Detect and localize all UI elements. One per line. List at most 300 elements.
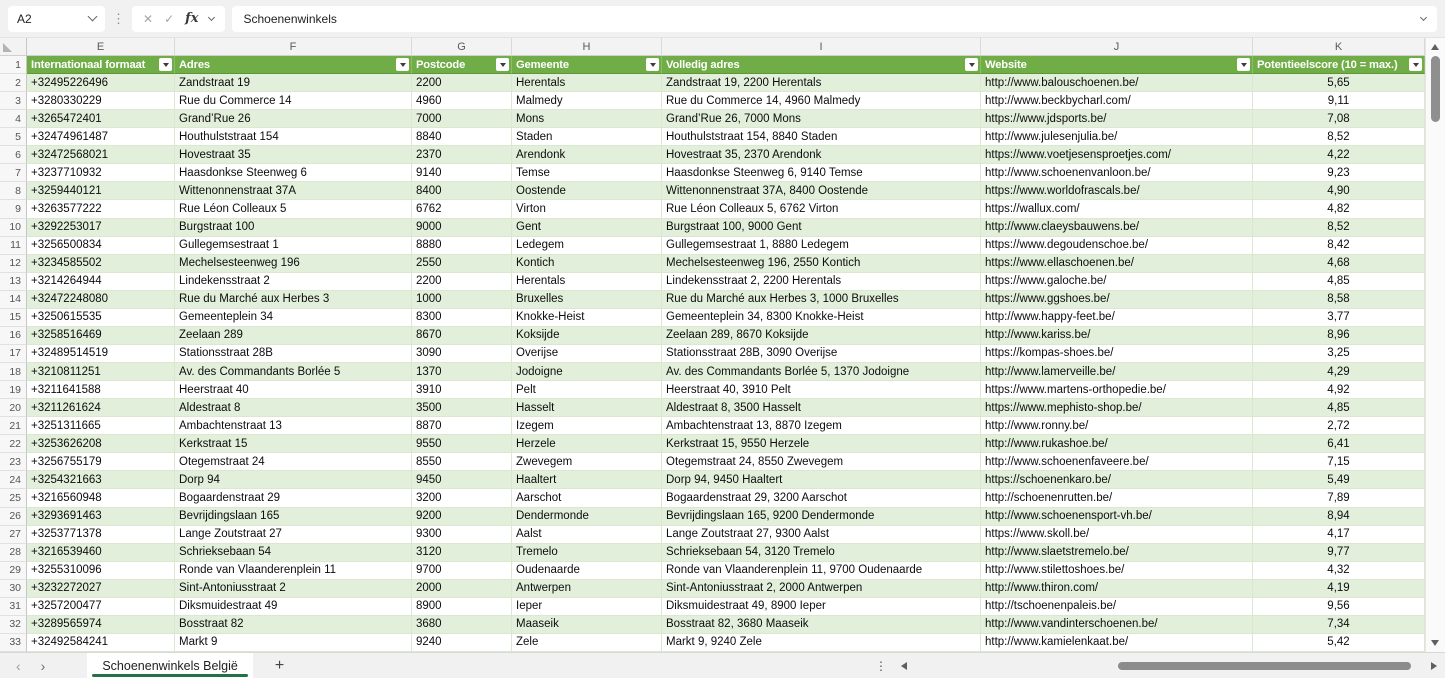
cell[interactable]: 6762 [412,200,512,218]
cell[interactable]: https://kompas-shoes.be/ [981,345,1253,363]
cell[interactable]: https://www.mephisto-shop.be/ [981,399,1253,417]
cell[interactable]: +3210811251 [27,363,175,381]
cell[interactable]: Hovestraat 35 [175,146,412,164]
cell[interactable]: Bosstraat 82, 3680 Maaseik [662,616,981,634]
horizontal-scrollbar[interactable] [913,661,1425,671]
column-header-F[interactable]: F [175,38,412,56]
cell[interactable]: Mechelsesteenweg 196, 2550 Kontich [662,255,981,273]
cell[interactable]: Gemeenteplein 34 [175,309,412,327]
cell[interactable]: Burgstraat 100, 9000 Gent [662,219,981,237]
row-number[interactable]: 19 [0,381,27,399]
scroll-up-icon[interactable] [1431,44,1439,50]
table-header-postcode[interactable]: Postcode [412,56,512,74]
cell[interactable]: +3263577222 [27,200,175,218]
cell[interactable]: 7,15 [1253,453,1425,471]
cell[interactable]: Oostende [512,182,662,200]
cell[interactable]: 4960 [412,92,512,110]
cell[interactable]: Av. des Commandants Borlée 5 [175,363,412,381]
cell[interactable]: Temse [512,164,662,182]
previous-sheet-icon[interactable]: ‹ [16,657,21,674]
column-header-E[interactable]: E [27,38,175,56]
row-number[interactable]: 8 [0,182,27,200]
cell[interactable]: Kerkstraat 15 [175,435,412,453]
cell[interactable]: +3211261624 [27,399,175,417]
cell[interactable]: http://tschoenenpaleis.be/ [981,598,1253,616]
cell[interactable]: Wittenonnenstraat 37A, 8400 Oostende [662,182,981,200]
cell[interactable]: 4,29 [1253,363,1425,381]
formula-bar-expand-icon[interactable] [1420,14,1427,21]
cell[interactable]: 3,77 [1253,309,1425,327]
cell[interactable]: 4,22 [1253,146,1425,164]
cell[interactable]: Izegem [512,417,662,435]
cell[interactable]: +3216539460 [27,544,175,562]
cell[interactable]: Zandstraat 19 [175,74,412,92]
cell[interactable]: Diksmuidestraat 49, 8900 Ieper [662,598,981,616]
name-box[interactable] [8,6,105,32]
cell[interactable]: Arendonk [512,146,662,164]
cell[interactable]: +32474961487 [27,128,175,146]
cell[interactable]: +3253626208 [27,435,175,453]
cell[interactable]: 9140 [412,164,512,182]
cell[interactable]: http://www.kariss.be/ [981,327,1253,345]
cell[interactable]: Ledegem [512,237,662,255]
row-number[interactable]: 24 [0,471,27,489]
cell[interactable]: Schrieksebaan 54, 3120 Tremelo [662,544,981,562]
cell[interactable]: Sint-Antoniusstraat 2, 2000 Antwerpen [662,580,981,598]
table-header-adres[interactable]: Adres [175,56,412,74]
cell[interactable]: Rue Léon Colleaux 5 [175,200,412,218]
cell[interactable]: Grand’Rue 26 [175,110,412,128]
cell[interactable]: +3289565974 [27,616,175,634]
cell[interactable]: Grand’Rue 26, 7000 Mons [662,110,981,128]
scroll-right-icon[interactable] [1431,662,1437,670]
row-number[interactable]: 6 [0,146,27,164]
row-number[interactable]: 18 [0,363,27,381]
cell[interactable]: Av. des Commandants Borlée 5, 1370 Jodoigne [662,363,981,381]
cell[interactable]: Jodoigne [512,363,662,381]
select-all-corner[interactable] [0,38,27,56]
cell[interactable]: http://www.schoenenvanloon.be/ [981,164,1253,182]
sheet-options-icon[interactable]: ⋮ [875,658,887,673]
cell[interactable]: +3293691463 [27,508,175,526]
table-header-potentieelscore[interactable]: Potentieelscore (10 = max.) [1253,56,1425,74]
cell[interactable]: Ieper [512,598,662,616]
cell[interactable]: +3256500834 [27,237,175,255]
cell[interactable]: 4,85 [1253,399,1425,417]
row-number[interactable]: 31 [0,598,27,616]
cell[interactable]: +32472568021 [27,146,175,164]
cell[interactable]: http://www.slaetstremelo.be/ [981,544,1253,562]
cell[interactable]: 8,94 [1253,508,1425,526]
cell[interactable]: 9,77 [1253,544,1425,562]
cell[interactable]: Markt 9, 9240 Zele [662,634,981,652]
cell[interactable]: 6,41 [1253,435,1425,453]
cell[interactable]: https://schoenenkaro.be/ [981,471,1253,489]
filter-button[interactable] [1237,58,1250,71]
cell[interactable]: Zwevegem [512,453,662,471]
filter-button[interactable] [1409,58,1422,71]
cell[interactable]: 9,11 [1253,92,1425,110]
cell[interactable]: Gent [512,219,662,237]
cell[interactable]: Aalst [512,526,662,544]
table-header-internationaal-formaat[interactable]: Internationaal formaat [27,56,175,74]
cell[interactable]: Wittenonnenstraat 37A [175,182,412,200]
cell[interactable]: Dendermonde [512,508,662,526]
cell[interactable]: Herentals [512,74,662,92]
cell[interactable]: 4,85 [1253,273,1425,291]
cell[interactable]: Stationsstraat 28B [175,345,412,363]
cell[interactable]: http://www.claeysbauwens.be/ [981,219,1253,237]
cell[interactable]: +3259440121 [27,182,175,200]
cell[interactable]: 8,52 [1253,219,1425,237]
cell[interactable]: https://www.ellaschoenen.be/ [981,255,1253,273]
cell[interactable]: Aldestraat 8, 3500 Hasselt [662,399,981,417]
cell[interactable]: +3254321663 [27,471,175,489]
cell[interactable]: Herzele [512,435,662,453]
row-number[interactable]: 21 [0,417,27,435]
cell[interactable]: Koksijde [512,327,662,345]
cell[interactable]: Diksmuidestraat 49 [175,598,412,616]
cell[interactable]: http://www.balouschoenen.be/ [981,74,1253,92]
cell[interactable]: http://www.happy-feet.be/ [981,309,1253,327]
cell[interactable]: Tremelo [512,544,662,562]
cell[interactable]: Sint-Antoniusstraat 2 [175,580,412,598]
cell[interactable]: https://www.degoudenschoe.be/ [981,237,1253,255]
cell[interactable]: Zandstraat 19, 2200 Herentals [662,74,981,92]
table-header-website[interactable]: Website [981,56,1253,74]
cell[interactable]: https://www.skoll.be/ [981,526,1253,544]
cell[interactable]: +3250615535 [27,309,175,327]
cell[interactable]: +3216560948 [27,489,175,507]
table-header-gemeente[interactable]: Gemeente [512,56,662,74]
cell[interactable]: Zeelaan 289, 8670 Koksijde [662,327,981,345]
cell[interactable]: http://www.lamerveille.be/ [981,363,1253,381]
vertical-scroll-thumb[interactable] [1431,56,1440,122]
row-number[interactable]: 30 [0,580,27,598]
cell[interactable]: 2370 [412,146,512,164]
cell[interactable]: Haaltert [512,471,662,489]
cell[interactable]: 1000 [412,291,512,309]
cell[interactable]: +3237710932 [27,164,175,182]
cell[interactable]: https://www.worldofrascals.be/ [981,182,1253,200]
row-number[interactable]: 15 [0,309,27,327]
cell[interactable]: http://schoenenrutten.be/ [981,489,1253,507]
filter-button[interactable] [159,58,172,71]
cell[interactable]: 5,49 [1253,471,1425,489]
cell[interactable]: +32495226496 [27,74,175,92]
cell[interactable]: 8550 [412,453,512,471]
cell[interactable]: Schrieksebaan 54 [175,544,412,562]
row-number[interactable]: 20 [0,399,27,417]
table-header-volledig-adres[interactable]: Volledig adres [662,56,981,74]
cell[interactable]: Rue du Marché aux Herbes 3, 1000 Bruxelles [662,291,981,309]
row-number[interactable]: 1 [0,56,27,74]
cell[interactable]: 9,56 [1253,598,1425,616]
cell[interactable]: +3255310096 [27,562,175,580]
cell[interactable]: 3910 [412,381,512,399]
row-number[interactable]: 16 [0,327,27,345]
cell[interactable]: +3232272027 [27,580,175,598]
row-number[interactable]: 17 [0,345,27,363]
cell[interactable]: 9200 [412,508,512,526]
cell[interactable]: Otegemstraat 24, 8550 Zwevegem [662,453,981,471]
cell[interactable]: http://www.stilettoshoes.be/ [981,562,1253,580]
cell[interactable]: Rue Léon Colleaux 5, 6762 Virton [662,200,981,218]
formula-bar-menu-icon[interactable]: ⋮ [112,11,125,26]
cell[interactable]: +3256755179 [27,453,175,471]
cell[interactable]: Kerkstraat 15, 9550 Herzele [662,435,981,453]
row-number[interactable]: 29 [0,562,27,580]
cell[interactable]: 8870 [412,417,512,435]
cell[interactable]: 8900 [412,598,512,616]
filter-button[interactable] [965,58,978,71]
cell[interactable]: Markt 9 [175,634,412,652]
cell[interactable]: 3200 [412,489,512,507]
cell[interactable]: Heerstraat 40, 3910 Pelt [662,381,981,399]
cell[interactable]: Lange Zoutstraat 27, 9300 Aalst [662,526,981,544]
cell[interactable]: Overijse [512,345,662,363]
cell[interactable]: https://www.martens-orthopedie.be/ [981,381,1253,399]
cell[interactable]: Mechelsesteenweg 196 [175,255,412,273]
cell[interactable]: Ambachtenstraat 13 [175,417,412,435]
cell[interactable]: https://www.voetjesensproetjes.com/ [981,146,1253,164]
cell[interactable]: 7,08 [1253,110,1425,128]
cell[interactable]: Houthulststraat 154 [175,128,412,146]
cell[interactable]: http://www.schoenenfaveere.be/ [981,453,1253,471]
row-number[interactable]: 28 [0,544,27,562]
cell[interactable]: http://www.ronny.be/ [981,417,1253,435]
cell[interactable]: 3680 [412,616,512,634]
cell[interactable]: Lange Zoutstraat 27 [175,526,412,544]
row-number[interactable]: 23 [0,453,27,471]
column-header-J[interactable]: J [981,38,1253,56]
cell[interactable]: +32492584241 [27,634,175,652]
horizontal-scroll-thumb[interactable] [1118,662,1411,670]
cell[interactable]: Rue du Marché aux Herbes 3 [175,291,412,309]
cell[interactable]: https://www.jdsports.be/ [981,110,1253,128]
cell[interactable]: Virton [512,200,662,218]
cell[interactable]: +3265472401 [27,110,175,128]
cell[interactable]: +3214264944 [27,273,175,291]
column-header-I[interactable]: I [662,38,981,56]
cell[interactable]: Rue du Commerce 14, 4960 Malmedy [662,92,981,110]
cell[interactable]: Herentals [512,273,662,291]
cell[interactable]: Stationsstraat 28B, 3090 Overijse [662,345,981,363]
cell[interactable]: 9550 [412,435,512,453]
cell[interactable]: http://www.vandinterschoenen.be/ [981,616,1253,634]
cell[interactable]: 8,96 [1253,327,1425,345]
cell[interactable]: 5,42 [1253,634,1425,652]
filter-button[interactable] [396,58,409,71]
cell[interactable]: Antwerpen [512,580,662,598]
cell[interactable]: https://www.galoche.be/ [981,273,1253,291]
cell[interactable]: +3253771378 [27,526,175,544]
cell[interactable]: 3090 [412,345,512,363]
cell[interactable]: 7000 [412,110,512,128]
row-number[interactable]: 26 [0,508,27,526]
column-header-G[interactable]: G [412,38,512,56]
row-number[interactable]: 7 [0,164,27,182]
cell[interactable]: Kontich [512,255,662,273]
cell[interactable]: Knokke-Heist [512,309,662,327]
cell[interactable]: 3,25 [1253,345,1425,363]
column-header-H[interactable]: H [512,38,662,56]
column-header-K[interactable]: K [1253,38,1425,56]
cell[interactable]: Dorp 94, 9450 Haaltert [662,471,981,489]
cell[interactable]: Pelt [512,381,662,399]
cell[interactable]: 4,92 [1253,381,1425,399]
cell[interactable]: 4,68 [1253,255,1425,273]
cell[interactable]: Bogaardenstraat 29 [175,489,412,507]
cell[interactable]: Mons [512,110,662,128]
cell[interactable]: Dorp 94 [175,471,412,489]
cell[interactable]: 2000 [412,580,512,598]
cell[interactable]: +32489514519 [27,345,175,363]
row-number[interactable]: 4 [0,110,27,128]
cell[interactable]: Malmedy [512,92,662,110]
cell[interactable]: Oudenaarde [512,562,662,580]
cell[interactable]: 9700 [412,562,512,580]
cell[interactable]: 4,32 [1253,562,1425,580]
cell[interactable]: Maaseik [512,616,662,634]
filter-button[interactable] [646,58,659,71]
cell[interactable]: Burgstraat 100 [175,219,412,237]
cell[interactable]: http://www.thiron.com/ [981,580,1253,598]
row-number[interactable]: 33 [0,634,27,652]
cell[interactable]: Aldestraat 8 [175,399,412,417]
cell[interactable]: 7,89 [1253,489,1425,507]
cell[interactable]: https://www.ggshoes.be/ [981,291,1253,309]
cell[interactable]: Aarschot [512,489,662,507]
cell[interactable]: Bosstraat 82 [175,616,412,634]
cell[interactable]: 8880 [412,237,512,255]
vertical-scrollbar[interactable] [1425,38,1445,652]
cell[interactable]: 9450 [412,471,512,489]
cell[interactable]: Gullegemsestraat 1 [175,237,412,255]
cell[interactable]: 2200 [412,273,512,291]
row-number[interactable]: 13 [0,273,27,291]
cell[interactable]: Haasdonkse Steenweg 6, 9140 Temse [662,164,981,182]
cell[interactable]: Rue du Commerce 14 [175,92,412,110]
row-number[interactable]: 3 [0,92,27,110]
cell[interactable]: 8840 [412,128,512,146]
cell[interactable]: http://www.beckbycharl.com/ [981,92,1253,110]
cell[interactable]: Bevrijdingslaan 165, 9200 Dendermonde [662,508,981,526]
cell[interactable]: http://www.julesenjulia.be/ [981,128,1253,146]
cell[interactable]: +32472248080 [27,291,175,309]
row-number[interactable]: 14 [0,291,27,309]
cell[interactable]: 9240 [412,634,512,652]
cell[interactable]: +3280330229 [27,92,175,110]
cell[interactable]: Gemeenteplein 34, 8300 Knokke-Heist [662,309,981,327]
cell[interactable]: http://www.kamielenkaat.be/ [981,634,1253,652]
cell[interactable]: Gullegemsestraat 1, 8880 Ledegem [662,237,981,255]
enter-icon[interactable]: ✓ [164,11,175,26]
scroll-left-icon[interactable] [901,662,907,670]
cell[interactable]: 3120 [412,544,512,562]
function-dropdown-icon[interactable] [208,14,215,21]
cell[interactable]: Zele [512,634,662,652]
row-number[interactable]: 5 [0,128,27,146]
cell[interactable]: Ambachtenstraat 13, 8870 Izegem [662,417,981,435]
cell[interactable]: 9,23 [1253,164,1425,182]
cell[interactable]: Staden [512,128,662,146]
cell[interactable]: Lindekensstraat 2, 2200 Herentals [662,273,981,291]
cell[interactable]: Ronde van Vlaanderenplein 11 [175,562,412,580]
cell[interactable]: 9300 [412,526,512,544]
sheet-tab-active[interactable] [87,653,253,678]
cell[interactable]: 8400 [412,182,512,200]
cell[interactable]: 8670 [412,327,512,345]
cell[interactable]: Bruxelles [512,291,662,309]
cell[interactable]: Bogaardenstraat 29, 3200 Aarschot [662,489,981,507]
cell[interactable]: 7,34 [1253,616,1425,634]
cell[interactable]: http://www.schoenensport-vh.be/ [981,508,1253,526]
cell[interactable]: Otegemstraat 24 [175,453,412,471]
cell[interactable]: Hasselt [512,399,662,417]
cell[interactable]: Houthulststraat 154, 8840 Staden [662,128,981,146]
insert-function-icon[interactable]: fx [185,11,199,26]
row-number[interactable]: 27 [0,526,27,544]
row-number[interactable]: 10 [0,219,27,237]
cell[interactable]: 9000 [412,219,512,237]
row-number[interactable]: 2 [0,74,27,92]
scroll-down-icon[interactable] [1431,640,1439,646]
cell[interactable]: Haasdonkse Steenweg 6 [175,164,412,182]
cell[interactable]: +3211641588 [27,381,175,399]
cell[interactable]: http://www.rukashoe.be/ [981,435,1253,453]
cell[interactable]: 3500 [412,399,512,417]
cell[interactable]: +3258516469 [27,327,175,345]
cell[interactable]: 4,17 [1253,526,1425,544]
cell[interactable]: Bevrijdingslaan 165 [175,508,412,526]
cell[interactable]: 4,82 [1253,200,1425,218]
cell[interactable]: Lindekensstraat 2 [175,273,412,291]
cell[interactable]: 2,72 [1253,417,1425,435]
row-number[interactable]: 9 [0,200,27,218]
cell[interactable]: 4,90 [1253,182,1425,200]
row-number[interactable]: 11 [0,237,27,255]
cell[interactable]: +3251311665 [27,417,175,435]
cell[interactable]: Heerstraat 40 [175,381,412,399]
cell[interactable]: 5,65 [1253,74,1425,92]
next-sheet-icon[interactable]: › [40,657,46,674]
add-sheet-button[interactable]: + [274,656,285,674]
cell[interactable]: 4,19 [1253,580,1425,598]
row-number[interactable]: 22 [0,435,27,453]
cell[interactable]: 2200 [412,74,512,92]
cell[interactable]: +3257200477 [27,598,175,616]
row-number[interactable]: 25 [0,489,27,507]
cell[interactable]: 1370 [412,363,512,381]
cell[interactable]: 8,42 [1253,237,1425,255]
cell[interactable]: 8300 [412,309,512,327]
cell[interactable]: 8,52 [1253,128,1425,146]
cell[interactable]: https://wallux.com/ [981,200,1253,218]
row-number[interactable]: 32 [0,616,27,634]
name-box-dropdown-icon[interactable] [88,12,98,22]
cell[interactable]: Ronde van Vlaanderenplein 11, 9700 Oudenaarde [662,562,981,580]
filter-button[interactable] [496,58,509,71]
cell[interactable]: 2550 [412,255,512,273]
formula-input[interactable] [232,6,1437,32]
cell[interactable]: Zeelaan 289 [175,327,412,345]
cell[interactable]: Hovestraat 35, 2370 Arendonk [662,146,981,164]
cancel-icon[interactable]: ✕ [143,11,154,26]
cell[interactable]: +3292253017 [27,219,175,237]
cell[interactable]: +3234585502 [27,255,175,273]
row-number[interactable]: 12 [0,255,27,273]
